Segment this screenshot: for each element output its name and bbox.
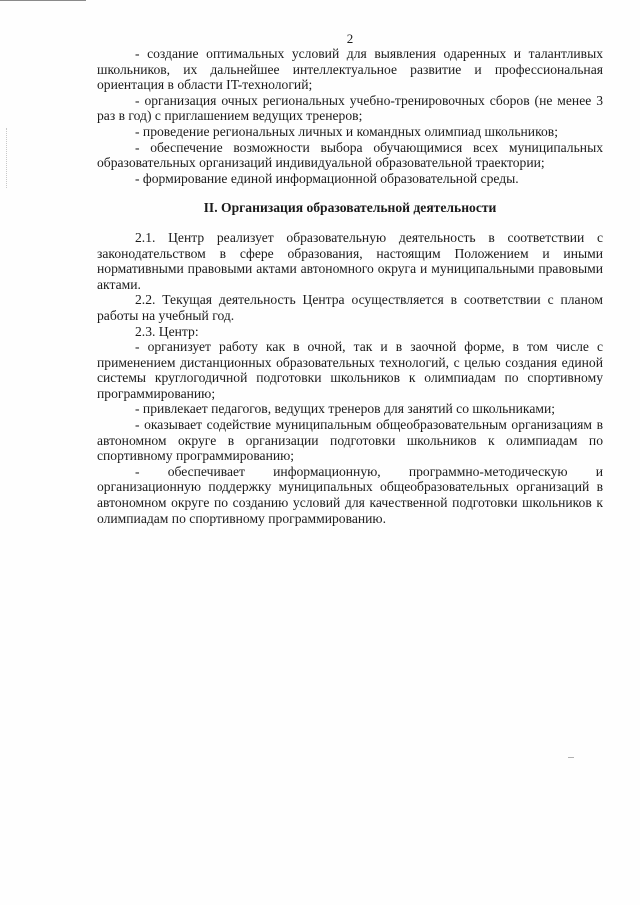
margin-dots [6, 128, 9, 188]
scan-edge-line [0, 0, 86, 1]
section-heading: II. Организация образовательной деятельности [203, 200, 497, 216]
page-number: 2 [346, 31, 354, 46]
list-item: - создание оптимальных условий для выявления одаренных и талантливых школьников, их дальнейшее интеллектуальное развитие и профессиональная ориентация в области IT-технологий; [97, 46, 603, 93]
list-item: - организация очных региональных учебно-тренировочных сборов (не менее 3 раз в год) с приглашением ведущих тренеров; [97, 92, 603, 124]
document-body [97, 46, 603, 526]
list-item: - привлекает педагогов, ведущих тренеров для занятий со школьниками; [135, 401, 556, 417]
paragraph-2-3: 2.3. Центр: [135, 323, 199, 339]
list-item: - проведение региональных личных и командных олимпиад школьников; [135, 123, 558, 139]
list-item: - обеспечивает информационную, программно-методическую и организационную поддержку муниципальных общеобразовательных организаций в автономном округе по созданию условий для качественной подготовки школьников к олимпиадам по спортивному программированию. [97, 463, 603, 526]
list-item: - организует работу как в очной, так и в заочной форме, в том числе с применением дистанционных образовательных технологий, с целью создания единой системы круглогодичной подготовки школьников к олимпиадам по спортивному программированию; [97, 339, 603, 401]
list-item: - формирование единой информационной образовательной среды. [135, 170, 519, 186]
list-item: - оказывает содействие муниципальным общеобразовательным организациям в автономном округе в организации подготовки школьников к олимпиадам по спортивному программированию; [97, 417, 603, 464]
list-item: - обеспечение возможности выбора обучающимися всех муниципальных образовательных организаций индивидуальной образовательной траектории; [97, 139, 603, 171]
scan-speck [568, 757, 574, 758]
paragraph-2-1: 2.1. Центр реализует образовательную деятельность в соответствии с законодательством в сфере образования, настоящим Положением и иными нормативными правовыми актами автономного округа и муниципальными правовыми актами. [97, 229, 603, 292]
paragraph-2-2: 2.2. Текущая деятельность Центра осуществляется в соответствии с планом работы на учебный год. [97, 292, 603, 323]
